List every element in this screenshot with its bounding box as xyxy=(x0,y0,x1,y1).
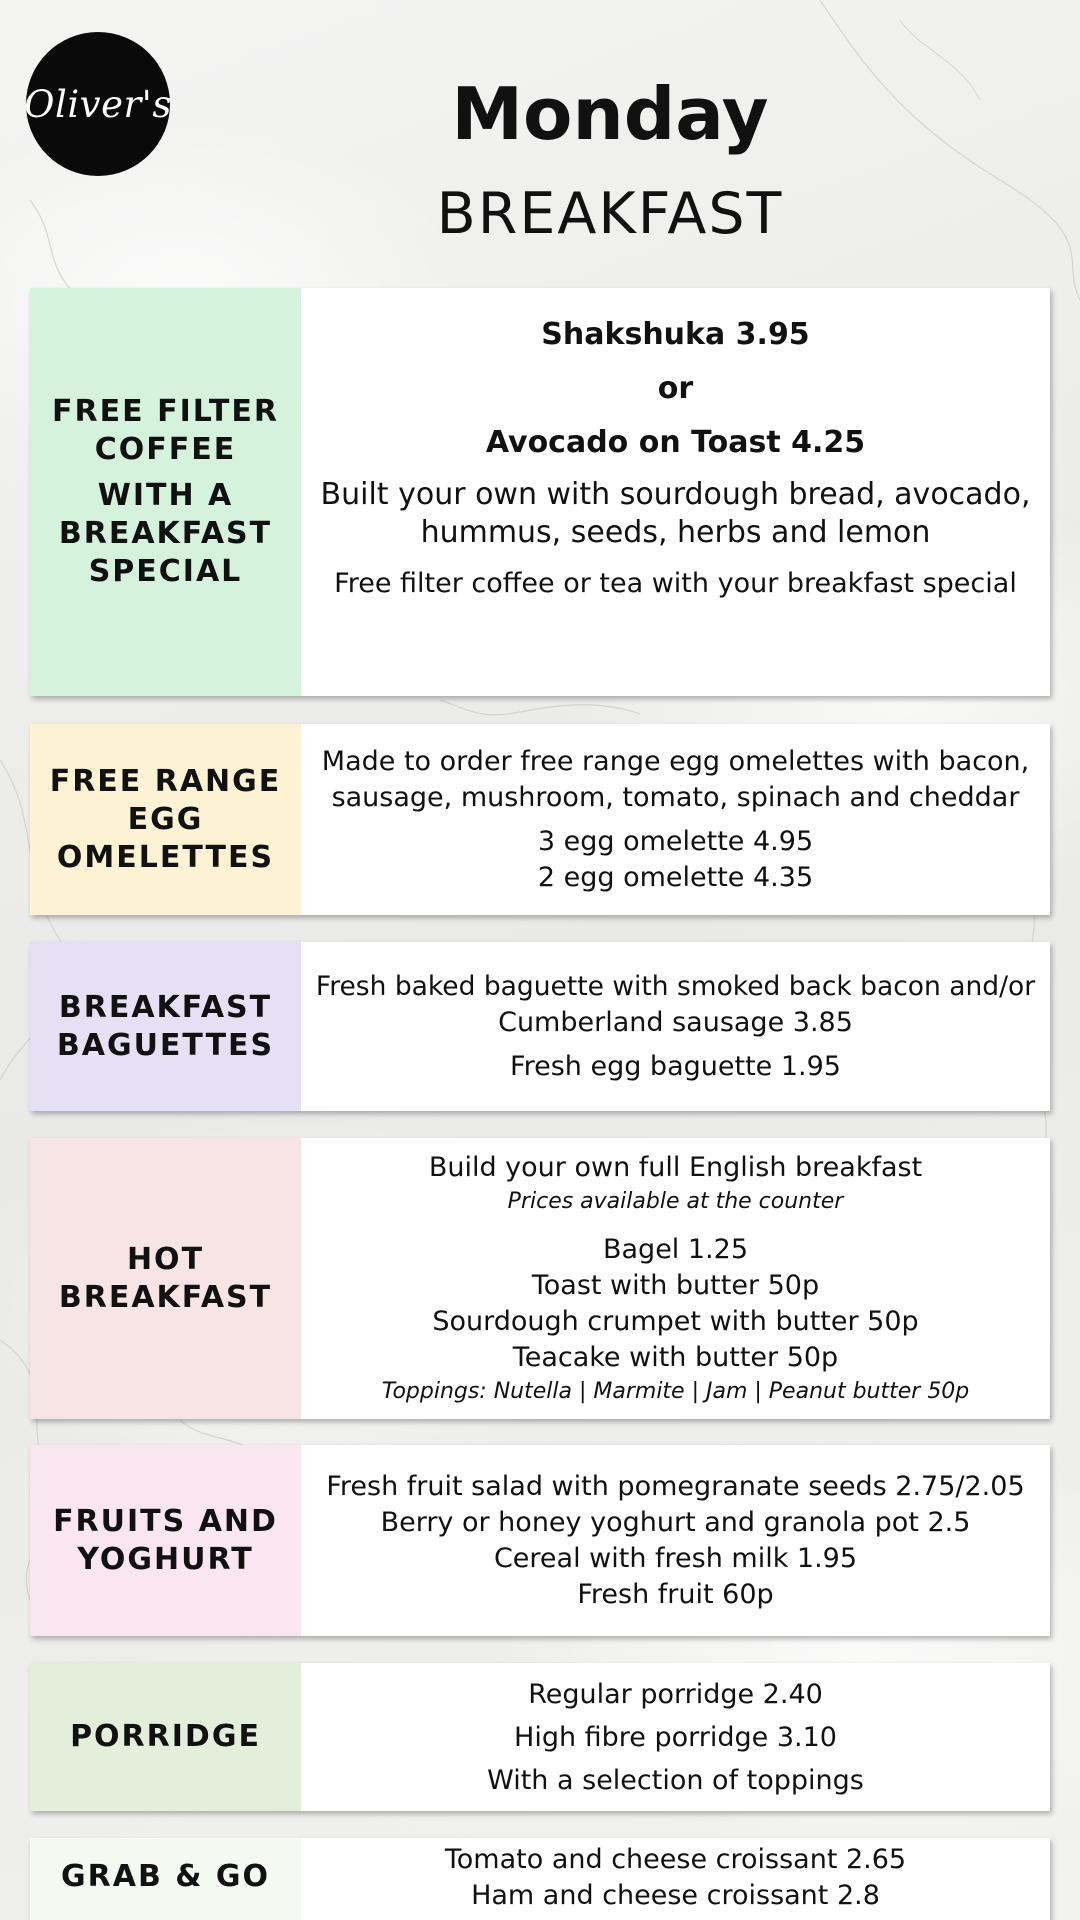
menu-item: With a selection of toppings xyxy=(487,1764,864,1796)
menu-section-porridge xyxy=(30,1663,1050,1811)
menu-section-fruits-yoghurt xyxy=(30,1445,1050,1636)
menu-item-description: hummus, seeds, herbs and lemon xyxy=(420,515,931,550)
menu-item-description: Cumberland sausage 3.85 xyxy=(498,1006,853,1038)
menu-item: Fresh fruit 60p xyxy=(577,1578,774,1610)
section-body xyxy=(301,724,1050,915)
label-line: BREAKFAST xyxy=(58,989,273,1025)
section-body xyxy=(301,1838,1050,1920)
menu-item: Tomato and cheese croissant 2.65 xyxy=(444,1844,907,1875)
label-line: PORRIDGE xyxy=(70,1719,261,1754)
menu-item: 2 egg omelette 4.35 xyxy=(537,861,814,893)
menu-item: Teacake with butter 50p xyxy=(512,1341,839,1373)
menu-item: Regular porridge 2.40 xyxy=(528,1678,823,1710)
label-line: COFFEE xyxy=(94,432,237,467)
section-label xyxy=(30,1138,301,1419)
menu-item: Toast with butter 50p xyxy=(531,1269,820,1301)
label-line: EGG xyxy=(127,801,204,837)
label-line: YOGHURT xyxy=(77,1541,254,1577)
label-line: OMELETTES xyxy=(56,839,275,875)
label-line: WITH A xyxy=(97,478,234,513)
section-body xyxy=(301,288,1050,696)
menu-item: 3 egg omelette 4.95 xyxy=(537,825,814,857)
label-line: SPECIAL xyxy=(88,554,243,589)
brand-logo xyxy=(26,32,170,176)
section-label xyxy=(30,942,301,1111)
section-label xyxy=(30,288,301,696)
menu-item: Berry or honey yoghurt and granola pot 2.5 xyxy=(380,1506,971,1538)
menu-section-baguettes xyxy=(30,942,1050,1111)
menu-section-omelettes xyxy=(30,724,1050,915)
menu-item: Sourdough crumpet with butter 50p xyxy=(432,1305,919,1337)
section-label xyxy=(30,1838,301,1920)
menu-item: Ham and cheese croissant 2.8 xyxy=(471,1880,880,1911)
menu-item: Avocado on Toast 4.25 xyxy=(485,425,866,460)
logo-text: Oliver's xyxy=(24,82,172,126)
section-label xyxy=(30,724,301,915)
label-line: FREE FILTER xyxy=(52,394,279,429)
label-line: BREAKFAST xyxy=(58,1279,273,1315)
day-title: Monday xyxy=(451,72,769,156)
menu-item-description: sausage, mushroom, tomato, spinach and cheddar xyxy=(331,781,1020,813)
label-line: FREE RANGE xyxy=(49,763,282,799)
section-label xyxy=(30,1663,301,1811)
menu-item: Shakshuka 3.95 xyxy=(541,317,810,352)
label-line: BAGUETTES xyxy=(56,1027,275,1063)
section-label xyxy=(30,1445,301,1636)
menu-note: Free filter coffee or tea with your breakfast special xyxy=(334,568,1017,599)
menu-item: Cereal with fresh milk 1.95 xyxy=(493,1542,858,1574)
section-body xyxy=(301,942,1050,1111)
menu-item-description: Made to order free range egg omelettes with bacon, xyxy=(321,745,1030,777)
menu-item: Fresh fruit salad with pomegranate seeds 2.75/2.05 xyxy=(326,1470,1025,1502)
menu-item: Fresh egg baguette 1.95 xyxy=(510,1050,841,1082)
menu-section-breakfast-special xyxy=(30,288,1050,696)
section-body xyxy=(301,1445,1050,1636)
menu-item-description: Build your own full English breakfast xyxy=(428,1151,923,1183)
menu-item-description: Built your own with sourdough bread, avocado, xyxy=(320,477,1031,512)
label-line: BREAKFAST xyxy=(58,516,273,551)
meal-title: BREAKFAST xyxy=(436,181,784,247)
menu-item-description: Fresh baked baguette with smoked back bacon and/or xyxy=(315,970,1036,1002)
label-line: GRAB & GO xyxy=(61,1859,270,1894)
menu-section-grab-and-go xyxy=(30,1838,1050,1920)
label-line: HOT xyxy=(126,1241,205,1277)
label-line: FRUITS AND xyxy=(53,1503,278,1539)
section-body xyxy=(301,1663,1050,1811)
section-body xyxy=(301,1138,1050,1419)
menu-section-hot-breakfast xyxy=(30,1138,1050,1419)
menu-item: High fibre porridge 3.10 xyxy=(514,1721,837,1753)
menu-item-or: or xyxy=(657,371,694,406)
menu-item: Bagel 1.25 xyxy=(602,1233,749,1265)
menu-note: Prices available at the counter xyxy=(507,1188,844,1214)
menu-note: Toppings: Nutella | Marmite | Jam | Peanut butter 50p xyxy=(381,1378,970,1404)
